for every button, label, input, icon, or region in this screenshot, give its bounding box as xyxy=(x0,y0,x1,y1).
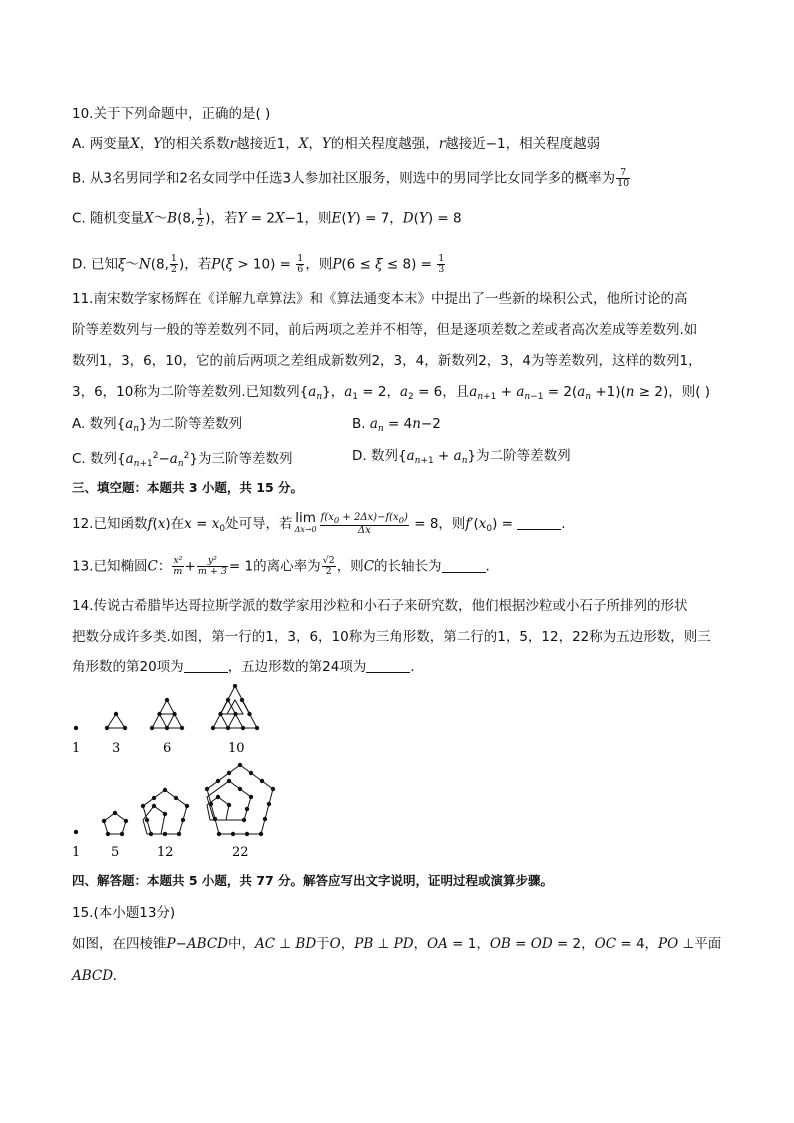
q14-line3: 角形数的第20项为 ，五边形数的第24项为 . xyxy=(72,659,415,675)
q11-line1: 11.南宋数学家杨辉在《详解九章算法》和《算法通变本末》中提出了一些新的垛积公式，他所讨论的高 xyxy=(72,291,688,307)
dot xyxy=(74,726,78,730)
q10-option-c[interactable]: C. 随机变量X～B(8, $\frac{1}{2}$ )，若Y = 2X−1，则E(Y) = 7，D(Y) = 8 xyxy=(72,207,462,229)
q10-a-text5: 越接近−1，相关程度越弱 xyxy=(445,136,601,152)
q10-b-fraction: $\frac{7}{10}$ xyxy=(617,167,630,189)
q11-option-b[interactable]: B. $a_n = 4n-2$ xyxy=(352,416,441,434)
limit-expression: lim Δx→0 xyxy=(294,510,317,534)
q11-line2: 阶等差数列与一般的等差数列不同，前后两项之差并不相等，但是逐项差数之差或者高次差成等差数列.如 xyxy=(72,322,698,338)
pent-label-12: 12 xyxy=(157,845,174,860)
q10-a-text4: 的相关程度越强， xyxy=(330,136,439,152)
q14-blank-1[interactable] xyxy=(184,658,228,673)
q12: 12.已知函数f(x)在$x = x_0$处可导，若 lim Δx→0 $\frac{f(x_0 + 2\Delta x)-f(x_0)}{\Delta x}$ = 8，则$f'(x_0)$ = . xyxy=(72,510,566,536)
q14-line1: 14.传说古希腊毕达哥拉斯学派的数学家用沙粒和小石子来研究数，他们根据沙粒或小石子所排列的形状 xyxy=(72,598,688,614)
tri-label-3: 3 xyxy=(112,741,121,756)
q13: 13.已知椭圆C： $\frac{\text{x²}}{m}$ + $\frac{\text{y²}}{m + 3}$ = 1的离心率为 $\frac{√2}{2}$ ，则C的长轴长为 . xyxy=(72,555,490,577)
tri-label-10: 10 xyxy=(228,741,245,756)
tri-label-1: 1 xyxy=(72,741,81,756)
section-4-heading: 四、解答题：本题共 5 小题，共 77 分。解答应写出文字说明，证明过程或演算步骤。 xyxy=(72,873,554,888)
triangle-10 xyxy=(213,686,257,728)
q10-c-text: C. 随机变量 xyxy=(72,210,145,227)
pent-label-1: 1 xyxy=(72,845,81,860)
pent-label-22: 22 xyxy=(232,845,249,860)
q14-line2: 把数分成许多类.如图，第一行的1，3，6，10称为三角形数，第二行的1，5，12，22称为五边形数，则三 xyxy=(72,629,711,645)
q10-option-a[interactable]: A. 两变量X，Y的相关系数r越接近1，X，Y的相关程度越强，r越接近−1，相关程度越弱 xyxy=(72,136,601,152)
q11-option-a[interactable]: A. 数列$\{a_n\}$为二阶等差数列 xyxy=(72,416,243,434)
q15-line1: 如图，在四棱锥P−ABCD中，AC ⊥ BD于O，PB ⊥ PD，OA = 1，OB = OD = 2，OC = 4，PO ⊥平面 xyxy=(72,936,722,952)
q10-option-d[interactable]: D. 已知ξ～N(8, $\frac{1}{2}$ )，若P(ξ > 10) = $\frac{1}{6}$ ，则P(6 ≤ ξ ≤ 8) = $\frac{1}{3}$ xyxy=(72,253,445,275)
q10-a-text3: 越接近1， xyxy=(236,136,299,152)
q11-option-d[interactable]: D. 数列$\{a_{n+1} + a_n\}$为二阶等差数列 xyxy=(352,448,571,466)
q11-line3: 数列1，3，6，10，它的前后两项之差组成新数列2，3，4，新数列2，3，4为等差数列，这样的数列1， xyxy=(72,353,702,369)
q10-option-b[interactable] xyxy=(72,168,631,189)
triangle-6 xyxy=(152,700,182,728)
triangular-numbers-figure xyxy=(60,684,300,756)
q10-a-text: A. 两变量 xyxy=(72,136,131,152)
q13-answer-blank[interactable] xyxy=(442,558,486,573)
q11-line4: 3，6，10称为二阶等差数列.已知数列$\{a_n\}$，$a_1 = 2$，$a_2 = 6$，且$a_{n+1} + a_{n-1} = 2(a_n +1)(n \ge 2)$，则( ) xyxy=(72,384,711,402)
q15-heading: 15.(本小题13分) xyxy=(72,905,176,921)
q12-answer-blank[interactable] xyxy=(517,515,561,530)
pentagonal-numbers-figure xyxy=(60,762,300,862)
pent-label-5: 5 xyxy=(111,845,120,860)
q15-line2: ABCD. xyxy=(72,968,117,984)
q14-blank-2[interactable] xyxy=(366,658,410,673)
q11-option-c[interactable]: C. 数列$\{a_{n+1}^2-a_n^2\}$为三阶等差数列 xyxy=(72,451,293,469)
section-3-heading: 三、填空题：本题共 3 小题，共 15 分。 xyxy=(72,480,304,495)
q10-stem: 10.关于下列命题中，正确的是( ) xyxy=(72,106,271,122)
q10-b-text: B. 从3名男同学和2名女同学中任选3人参加社区服务，则选中的男同学比女同学多的概率为 xyxy=(72,170,616,187)
tri-label-6: 6 xyxy=(163,741,172,756)
q10-a-text2: 的相关系数 xyxy=(162,136,230,152)
q10-d-text: D. 已知 xyxy=(72,256,118,273)
